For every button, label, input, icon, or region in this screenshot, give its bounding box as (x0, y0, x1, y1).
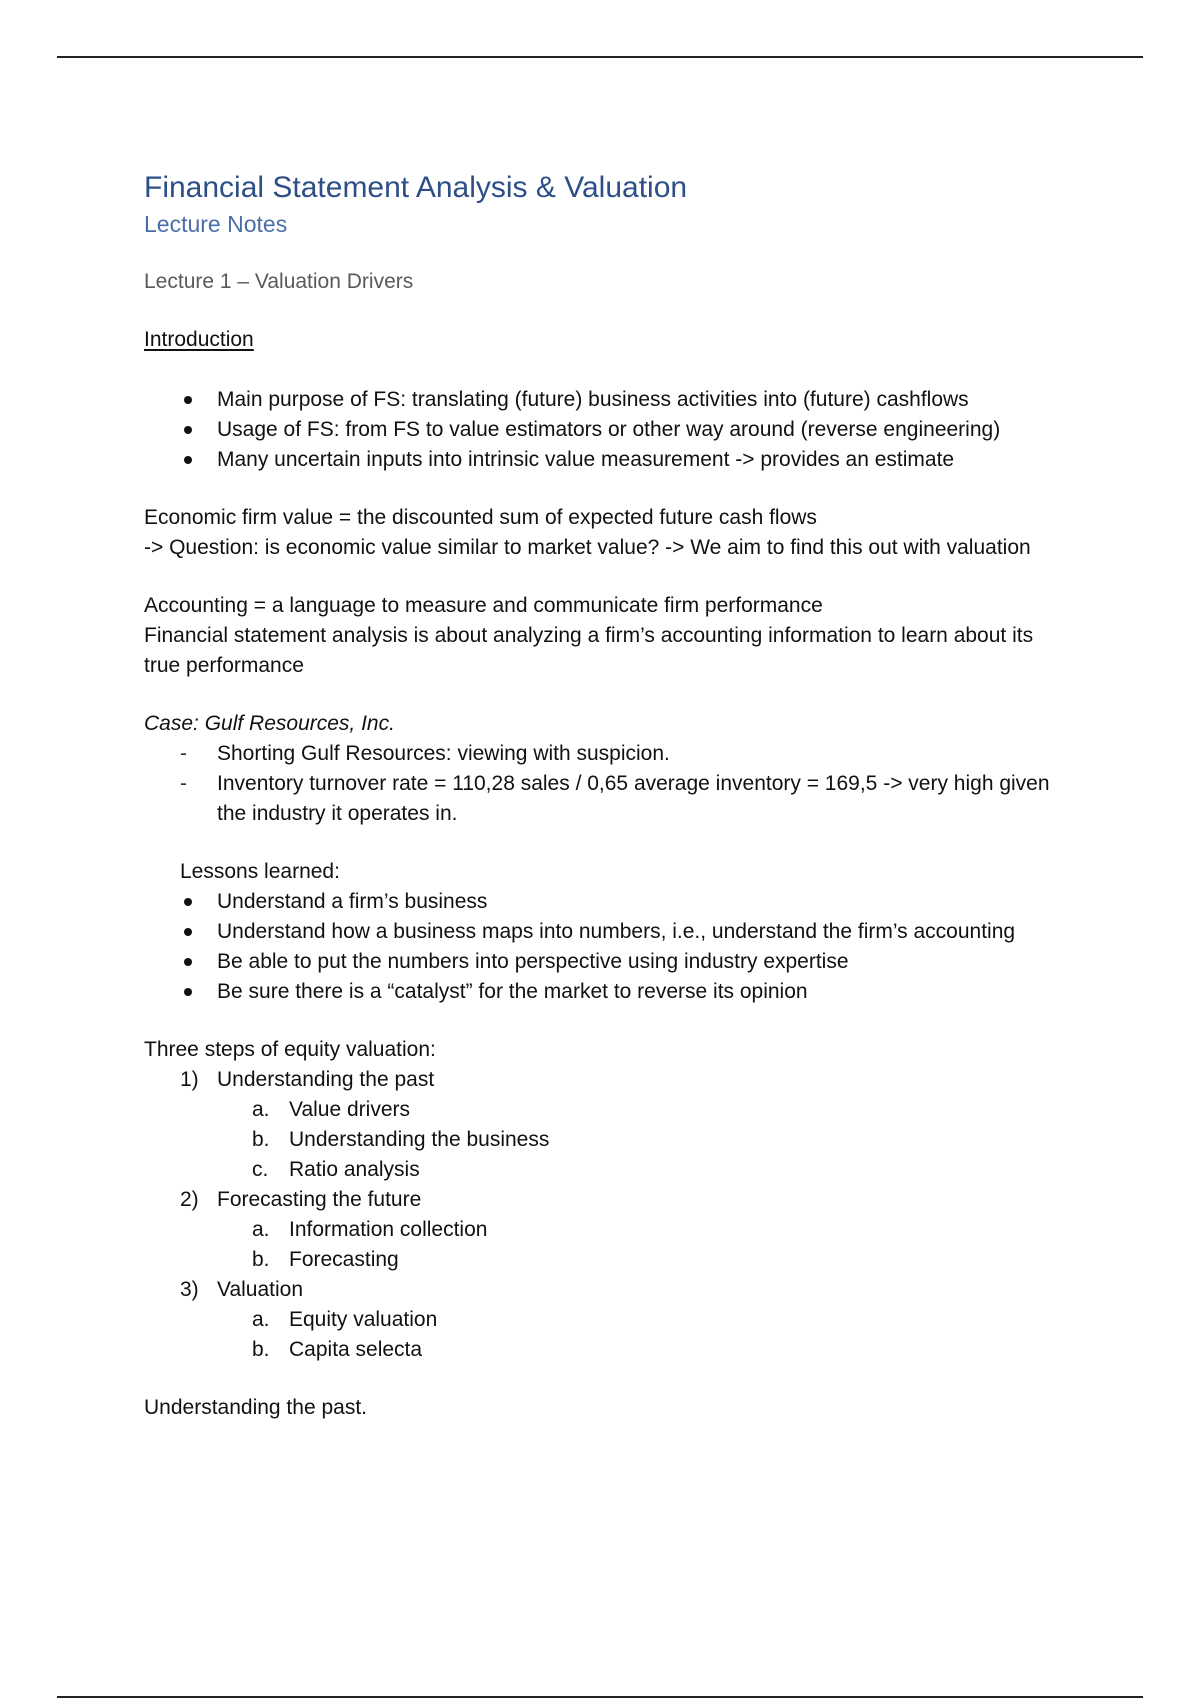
case-title: Case: Gulf Resources, Inc. (144, 712, 395, 735)
list-number: 3) (180, 1278, 199, 1301)
list-item (144, 977, 1064, 1007)
list-item-text: Understanding the past (217, 1068, 435, 1091)
top-rule (57, 56, 1143, 58)
steps-intro: Three steps of equity valuation: (144, 1038, 436, 1061)
list-item (144, 1065, 1064, 1095)
list-item-text: Information collection (289, 1218, 488, 1241)
case-dash-list (144, 739, 1064, 829)
list-item-text: Inventory turnover rate = 110,28 sales / 0,65 average inventory = 169,5 -> very high given the industry it operates in. (217, 772, 1050, 825)
list-item-text: Understand a firm’s business (217, 890, 488, 913)
list-item-text: Many uncertain inputs into intrinsic value measurement -> provides an estimate (217, 448, 955, 471)
list-number: 1) (180, 1068, 199, 1091)
document-body (144, 168, 1064, 1423)
list-item-text: Usage of FS: from FS to value estimators or other way around (reverse engineering) (217, 418, 1001, 441)
accounting-definition: Accounting = a language to measure and communicate firm performance (144, 594, 823, 617)
introduction-bullet-list (144, 385, 1064, 475)
list-item (144, 1305, 1064, 1335)
list-letter: a. (252, 1098, 270, 1121)
list-item-text: Main purpose of FS: translating (future) business activities into (future) cashflows (217, 388, 969, 411)
list-letter: c. (252, 1158, 269, 1181)
list-item-text: Ratio analysis (289, 1158, 420, 1181)
economic-value-question: -> Question: is economic value similar to market value? -> We aim to find this out with valuation (144, 536, 1031, 559)
list-item-text: Valuation (217, 1278, 304, 1301)
list-item-text: Forecasting (289, 1248, 399, 1271)
dash-icon: - (180, 772, 187, 795)
economic-value-definition: Economic firm value = the discounted sum of expected future cash flows (144, 506, 817, 529)
list-item (144, 1155, 1064, 1185)
list-item (144, 769, 1064, 829)
list-item-text: Value drivers (289, 1098, 410, 1121)
list-item-text: Be able to put the numbers into perspective using industry expertise (217, 950, 849, 973)
lessons-bullet-list (144, 887, 1064, 1007)
list-letter: b. (252, 1338, 270, 1361)
list-item (144, 1095, 1064, 1125)
dash-icon: - (180, 742, 187, 765)
list-item (144, 917, 1064, 947)
steps-sub-list (144, 1215, 1064, 1275)
list-letter: b. (252, 1128, 270, 1151)
list-item (144, 1335, 1064, 1365)
list-letter: a. (252, 1308, 270, 1331)
list-letter: b. (252, 1248, 270, 1271)
list-item (144, 1125, 1064, 1155)
list-letter: a. (252, 1218, 270, 1241)
list-item (144, 385, 1064, 415)
list-item-text: Understanding the business (289, 1128, 550, 1151)
list-item (144, 739, 1064, 769)
lessons-label: Lessons learned: (180, 860, 340, 883)
list-item (144, 1275, 1064, 1305)
list-item (144, 887, 1064, 917)
list-item-text: Be sure there is a “catalyst” for the market to reverse its opinion (217, 980, 808, 1003)
list-item-text: Shorting Gulf Resources: viewing with suspicion. (217, 742, 670, 765)
steps-numbered-list (144, 1065, 1064, 1095)
fsa-definition: Financial statement analysis is about analyzing a firm’s accounting information to learn about its true performance (144, 624, 1034, 677)
list-number: 2) (180, 1188, 199, 1211)
lecture-heading: Lecture 1 – Valuation Drivers (144, 270, 414, 293)
list-item (144, 1245, 1064, 1275)
list-item (144, 1185, 1064, 1215)
steps-numbered-list (144, 1275, 1064, 1305)
steps-sub-list (144, 1095, 1064, 1185)
closing-text: Understanding the past. (144, 1396, 367, 1419)
list-item-text: Equity valuation (289, 1308, 438, 1331)
list-item-text: Capita selecta (289, 1338, 423, 1361)
list-item (144, 947, 1064, 977)
section-heading-introduction: Introduction (144, 328, 254, 351)
list-item (144, 1215, 1064, 1245)
list-item (144, 415, 1064, 445)
steps-numbered-list (144, 1185, 1064, 1215)
list-item (144, 445, 1064, 475)
list-item-text: Understand how a business maps into numbers, i.e., understand the firm’s accounting (217, 920, 1016, 943)
bottom-rule (57, 1696, 1143, 1698)
document-subtitle: Lecture Notes (144, 211, 288, 237)
document-title: Financial Statement Analysis & Valuation (144, 171, 688, 204)
steps-sub-list (144, 1305, 1064, 1365)
list-item-text: Forecasting the future (217, 1188, 422, 1211)
